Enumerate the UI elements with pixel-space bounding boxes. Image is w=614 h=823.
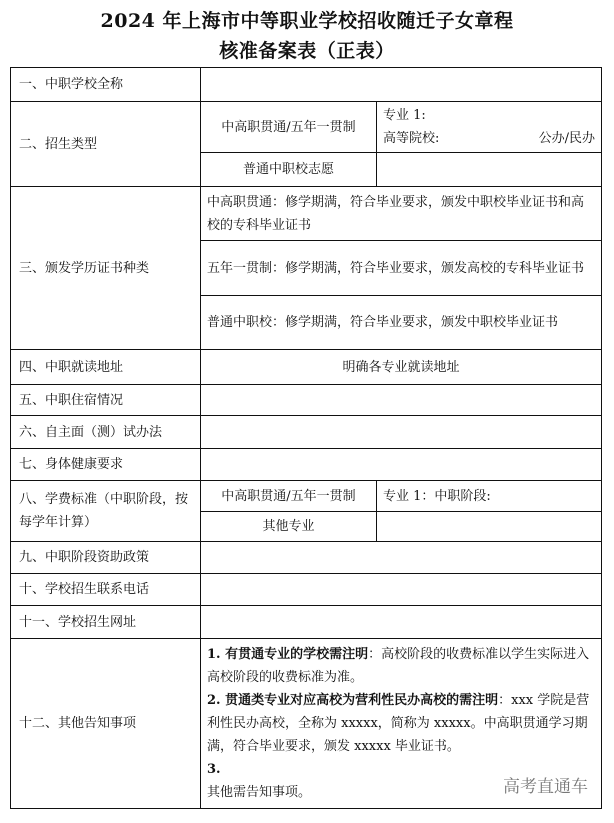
school-name-field[interactable] <box>201 68 602 102</box>
college-type: 公办/民办 <box>538 131 595 146</box>
watermark: 高考直通车 <box>503 777 588 797</box>
regular-field[interactable] <box>377 153 602 187</box>
phone-field[interactable] <box>201 574 602 606</box>
tuition-through: 中高职贯通/五年一贯制 <box>201 481 377 512</box>
address-field[interactable]: 明确各专业就读地址 <box>201 350 602 385</box>
aid-field[interactable] <box>201 542 602 574</box>
note3-text: 其他需告知事项。 <box>207 785 312 800</box>
label-address: 四、中职就读地址 <box>11 350 201 385</box>
note1-text: ：高校阶段的收费标准以学生实际进入高校阶段的收费标准为准。 <box>207 647 590 685</box>
health-field[interactable] <box>201 449 602 481</box>
through-major-field[interactable] <box>377 102 602 153</box>
dorm-field[interactable] <box>201 385 602 416</box>
label-enroll-type: 二、招生类型 <box>11 102 201 187</box>
label-other: 十二、其他告知事项 <box>11 639 201 809</box>
note2-title: 2. 贯通类专业对应高校为营利性民办高校的需注明 <box>207 693 499 708</box>
tuition-through-field[interactable]: 专业 1：中职阶段: <box>377 481 602 512</box>
cert-through: 中高职贯通：修学期满，符合毕业要求，颁发中职校毕业证书和高校的专科毕业证书 <box>201 187 602 241</box>
label-aid: 九、中职阶段资助政策 <box>11 542 201 574</box>
note1-title: 1. 有贯通专业的学校需注明 <box>207 647 369 662</box>
title-line1: 2024 年上海市中等职业学校招收随迁子女章程 <box>100 10 514 32</box>
interview-field[interactable] <box>201 416 602 449</box>
label-phone: 十、学校招生联系电话 <box>11 574 201 606</box>
label-school-name: 一、中职学校全称 <box>11 68 201 102</box>
enroll-type-through: 中高职贯通/五年一贯制 <box>201 102 377 153</box>
major-label: 专业 1: <box>383 108 426 123</box>
enroll-type-regular: 普通中职校志愿 <box>201 153 377 187</box>
title-line2: 核准备案表（正表） <box>219 40 395 62</box>
tuition-other-field[interactable] <box>377 512 602 542</box>
cert-five-year: 五年一贯制：修学期满，符合毕业要求，颁发高校的专科毕业证书 <box>201 241 602 296</box>
label-certificate: 三、颁发学历证书种类 <box>11 187 201 350</box>
label-interview: 六、自主面（测）试办法 <box>11 416 201 449</box>
note3-title: 3. <box>207 762 221 777</box>
tuition-other: 其他专业 <box>201 512 377 542</box>
label-dorm: 五、中职住宿情况 <box>11 385 201 416</box>
label-website: 十一、学校招生网址 <box>11 606 201 639</box>
note2-text: ：xxx 学院是营利性民办高校，全称为 xxxxx，简称为 xxxxx。中高职贯通学习期满，符合毕业要求，颁发 xxxxx 毕业证书。 <box>207 693 590 754</box>
college-label: 高等院校: <box>383 131 440 146</box>
label-health: 七、身体健康要求 <box>11 449 201 481</box>
label-tuition: 八、学费标准（中职阶段，按每学年计算） <box>11 481 201 542</box>
filing-form-table <box>10 67 602 809</box>
cert-regular: 普通中职校：修学期满，符合毕业要求，颁发中职校毕业证书 <box>201 296 602 350</box>
website-field[interactable] <box>201 606 602 639</box>
